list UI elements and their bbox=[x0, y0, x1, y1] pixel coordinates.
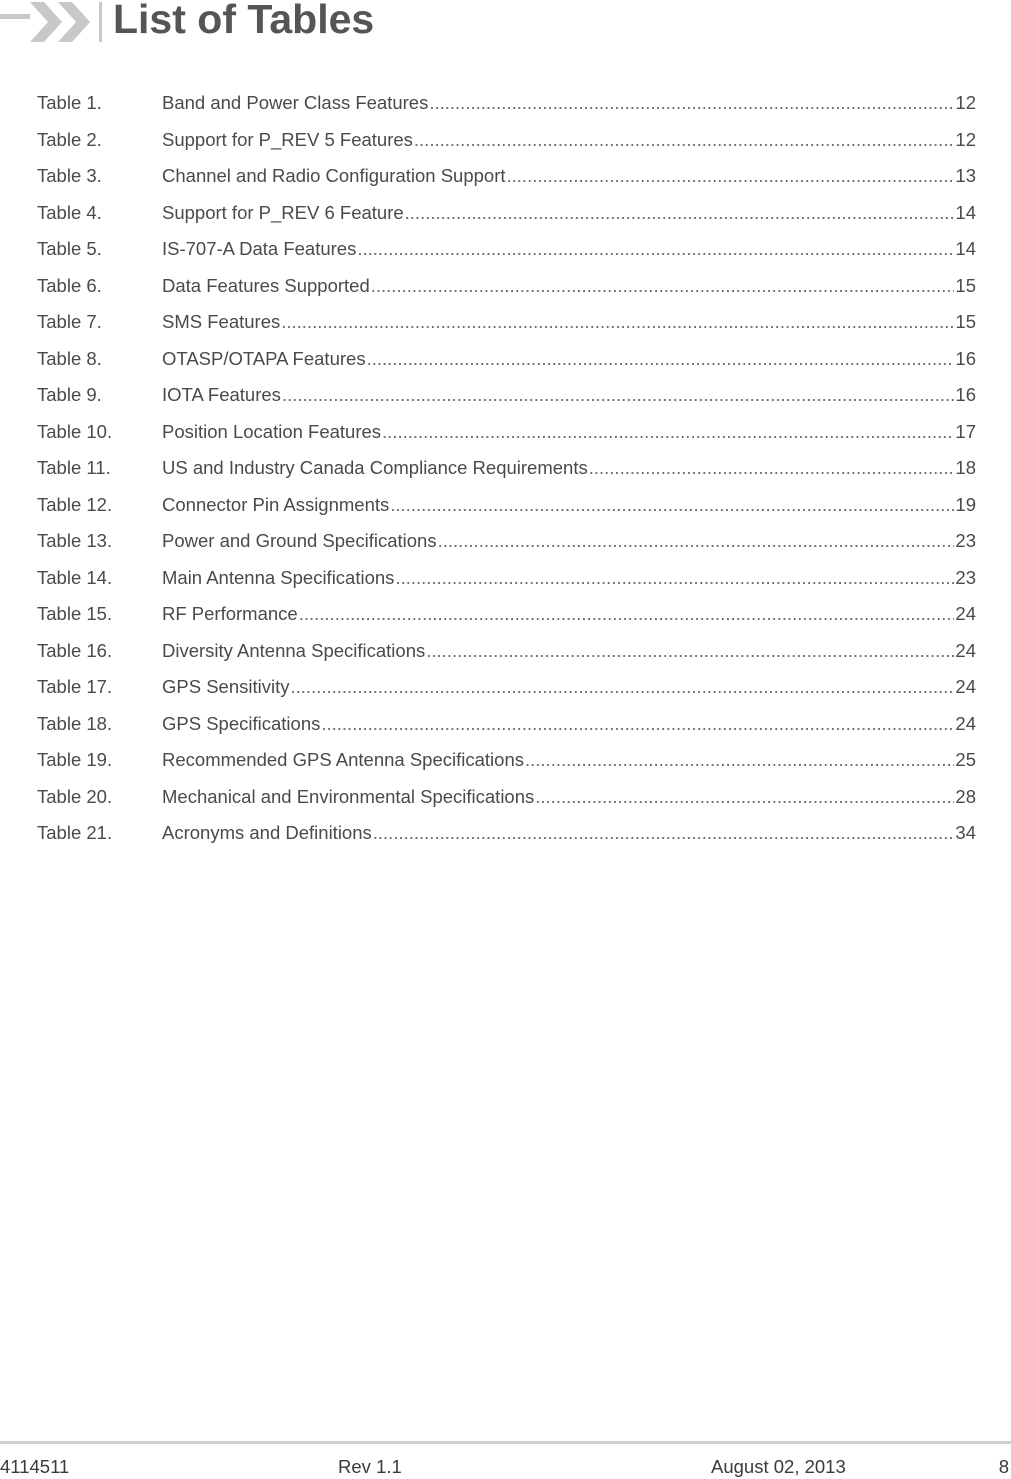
toc-entry-title[interactable]: Main Antenna Specifications bbox=[162, 566, 395, 588]
toc-entry[interactable] bbox=[37, 523, 976, 560]
toc-entry-line bbox=[162, 92, 976, 114]
toc-entry-line bbox=[162, 567, 976, 589]
toc-entry-number: Table 3. bbox=[37, 165, 102, 187]
toc-entry-line bbox=[162, 311, 976, 333]
toc-entry-page[interactable]: 28 bbox=[955, 785, 976, 807]
toc-entry-page[interactable]: 24 bbox=[955, 712, 976, 734]
toc-entry-page[interactable]: 23 bbox=[955, 566, 976, 588]
toc-entry[interactable] bbox=[37, 85, 976, 122]
toc-entry-title[interactable]: Channel and Radio Configuration Support bbox=[162, 165, 506, 187]
toc-entry-page[interactable]: 12 bbox=[955, 128, 976, 150]
toc-entry-page[interactable]: 24 bbox=[955, 603, 976, 625]
toc-entry-number: Table 18. bbox=[37, 712, 113, 734]
toc-entry-number: Table 16. bbox=[37, 639, 113, 661]
footer-doc-number: 4114511 bbox=[0, 1456, 70, 1477]
toc-entry-title[interactable]: Data Features Supported bbox=[162, 274, 370, 296]
toc-entry[interactable] bbox=[37, 195, 976, 232]
toc-entry-line bbox=[162, 129, 976, 151]
toc-entry-title[interactable]: Mechanical and Environmental Specifications bbox=[162, 785, 535, 807]
toc-entry-title[interactable]: IOTA Features bbox=[162, 384, 281, 406]
toc-entry-number: Table 5. bbox=[37, 238, 102, 260]
toc-entry-title[interactable]: Power and Ground Specifications bbox=[162, 530, 437, 552]
toc-entry-page[interactable]: 15 bbox=[955, 274, 976, 296]
toc-entry-page[interactable]: 16 bbox=[955, 384, 976, 406]
toc-entry[interactable] bbox=[37, 742, 976, 779]
toc-entry-number: Table 17. bbox=[37, 676, 113, 698]
toc-entry[interactable] bbox=[37, 122, 976, 159]
toc-entry[interactable] bbox=[37, 377, 976, 414]
toc-entry[interactable] bbox=[37, 268, 976, 305]
toc-entry[interactable] bbox=[37, 633, 976, 670]
toc-entry[interactable] bbox=[37, 450, 976, 487]
toc-entry-line bbox=[162, 603, 976, 625]
toc-entry[interactable] bbox=[37, 669, 976, 706]
toc-entry-line bbox=[162, 640, 976, 662]
toc-entry-page[interactable]: 12 bbox=[955, 92, 976, 114]
toc-entry-page[interactable]: 24 bbox=[955, 639, 976, 661]
toc-entry-title[interactable]: Support for P_REV 6 Feature bbox=[162, 201, 404, 223]
toc-dot-leader bbox=[438, 530, 955, 552]
toc-entry-page[interactable]: 18 bbox=[955, 457, 976, 479]
toc-entry-line bbox=[162, 238, 976, 260]
toc-entry-title[interactable]: SMS Features bbox=[162, 311, 281, 333]
toc-dot-leader bbox=[367, 348, 955, 370]
toc-entry-line bbox=[162, 530, 976, 552]
toc-entry[interactable] bbox=[37, 231, 976, 268]
toc-entry-number: Table 1. bbox=[37, 92, 102, 114]
toc-entry-title[interactable]: Support for P_REV 5 Features bbox=[162, 128, 413, 150]
toc-entry-line bbox=[162, 457, 976, 479]
toc-entry-number: Table 12. bbox=[37, 493, 113, 515]
page-title: List of Tables bbox=[113, 0, 375, 42]
toc-dot-leader bbox=[535, 786, 954, 808]
toc-entry-line bbox=[162, 384, 976, 406]
toc-entry-page[interactable]: 19 bbox=[955, 493, 976, 515]
toc-entry-line bbox=[162, 749, 976, 771]
double-chevron-arrow-logo-icon bbox=[0, 0, 104, 44]
toc-dot-leader bbox=[414, 129, 955, 151]
toc-entry-title[interactable]: Diversity Antenna Specifications bbox=[162, 639, 426, 661]
toc-entry-page[interactable]: 23 bbox=[955, 530, 976, 552]
toc-dot-leader bbox=[429, 92, 954, 114]
toc-entry-title[interactable]: GPS Sensitivity bbox=[162, 676, 290, 698]
footer-revision: Rev 1.1 bbox=[338, 1456, 402, 1477]
footer-divider bbox=[0, 1441, 1011, 1444]
toc-entry-line bbox=[162, 786, 976, 808]
toc-entry-line bbox=[162, 713, 976, 735]
toc-entry[interactable] bbox=[37, 706, 976, 743]
toc-entry-title[interactable]: Acronyms and Definitions bbox=[162, 822, 372, 844]
toc-entry[interactable] bbox=[37, 779, 976, 816]
toc-entry-title[interactable]: Band and Power Class Features bbox=[162, 92, 429, 114]
toc-dot-leader bbox=[382, 421, 954, 443]
toc-entry-line bbox=[162, 165, 976, 187]
toc-entry[interactable] bbox=[37, 158, 976, 195]
toc-dot-leader bbox=[589, 457, 955, 479]
list-of-tables bbox=[37, 85, 976, 852]
toc-entry-title[interactable]: Position Location Features bbox=[162, 420, 382, 442]
toc-entry-page[interactable]: 15 bbox=[955, 311, 976, 333]
toc-dot-leader bbox=[507, 165, 955, 187]
toc-entry-page[interactable]: 34 bbox=[955, 822, 976, 844]
toc-dot-leader bbox=[390, 494, 954, 516]
toc-entry-number: Table 20. bbox=[37, 785, 113, 807]
toc-entry-number: Table 9. bbox=[37, 384, 102, 406]
toc-entry-page[interactable]: 13 bbox=[955, 165, 976, 187]
toc-entry-page[interactable]: 14 bbox=[955, 201, 976, 223]
footer-page-number: 8 bbox=[998, 1456, 1009, 1477]
toc-entry[interactable] bbox=[37, 414, 976, 451]
toc-entry-number: Table 2. bbox=[37, 128, 102, 150]
toc-entry-page[interactable]: 25 bbox=[955, 749, 976, 771]
toc-entry-line bbox=[162, 348, 976, 370]
toc-entry-number: Table 13. bbox=[37, 530, 113, 552]
toc-entry[interactable] bbox=[37, 596, 976, 633]
toc-entry-title[interactable]: US and Industry Canada Compliance Requirements bbox=[162, 457, 588, 479]
toc-dot-leader bbox=[371, 275, 955, 297]
toc-entry-title[interactable]: IS-707-A Data Features bbox=[162, 238, 357, 260]
toc-entry-title[interactable]: GPS Specifications bbox=[162, 712, 321, 734]
toc-entry-line bbox=[162, 494, 976, 516]
toc-entry-page[interactable]: 16 bbox=[955, 347, 976, 369]
toc-entry[interactable] bbox=[37, 304, 976, 341]
toc-entry-number: Table 14. bbox=[37, 566, 113, 588]
toc-entry-line bbox=[162, 676, 976, 698]
toc-dot-leader bbox=[299, 603, 955, 625]
toc-dot-leader bbox=[282, 384, 954, 406]
toc-entry-number: Table 10. bbox=[37, 420, 113, 442]
toc-dot-leader bbox=[357, 238, 954, 260]
toc-entry-number: Table 19. bbox=[37, 749, 113, 771]
toc-entry[interactable] bbox=[37, 815, 976, 852]
footer-date: August 02, 2013 bbox=[711, 1456, 846, 1477]
toc-dot-leader bbox=[426, 640, 954, 662]
toc-entry-page[interactable]: 24 bbox=[955, 676, 976, 698]
toc-entry-number: Table 6. bbox=[37, 274, 102, 296]
toc-dot-leader bbox=[373, 822, 955, 844]
toc-entry-title[interactable]: Recommended GPS Antenna Specifications bbox=[162, 749, 524, 771]
toc-dot-leader bbox=[525, 749, 954, 771]
toc-entry-page[interactable]: 17 bbox=[955, 420, 976, 442]
toc-entry[interactable] bbox=[37, 487, 976, 524]
toc-dot-leader bbox=[395, 567, 954, 589]
toc-entry-line bbox=[162, 421, 976, 443]
toc-entry[interactable] bbox=[37, 560, 976, 597]
toc-entry[interactable] bbox=[37, 341, 976, 378]
toc-entry-number: Table 4. bbox=[37, 201, 102, 223]
toc-entry-number: Table 15. bbox=[37, 603, 113, 625]
toc-entry-page[interactable]: 14 bbox=[955, 238, 976, 260]
toc-dot-leader bbox=[291, 676, 955, 698]
toc-entry-number: Table 21. bbox=[37, 822, 113, 844]
toc-dot-leader bbox=[321, 713, 954, 735]
toc-entry-line bbox=[162, 822, 976, 844]
toc-entry-title[interactable]: Connector Pin Assignments bbox=[162, 493, 390, 515]
toc-dot-leader bbox=[281, 311, 954, 333]
toc-dot-leader bbox=[405, 202, 955, 224]
toc-entry-number: Table 11. bbox=[37, 457, 111, 479]
toc-entry-number: Table 8. bbox=[37, 347, 102, 369]
toc-entry-line bbox=[162, 202, 976, 224]
toc-entry-line bbox=[162, 275, 976, 297]
toc-entry-title[interactable]: OTASP/OTAPA Features bbox=[162, 347, 366, 369]
toc-entry-number: Table 7. bbox=[37, 311, 102, 333]
toc-entry-title[interactable]: RF Performance bbox=[162, 603, 298, 625]
